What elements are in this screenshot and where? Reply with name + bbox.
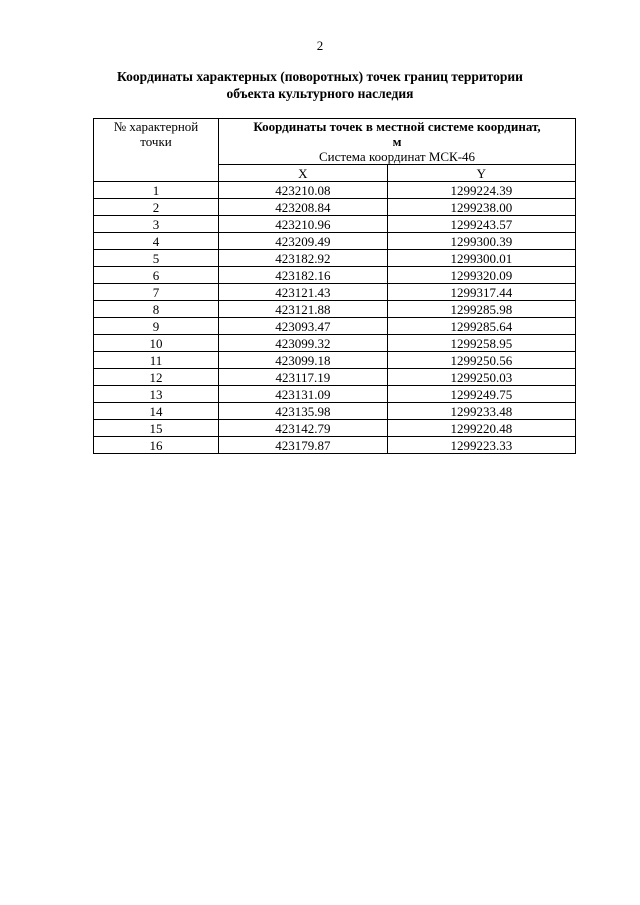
cell-x: 423099.32 <box>219 335 388 352</box>
cell-x: 423121.43 <box>219 284 388 301</box>
header-coordinates-unit: м <box>392 134 402 149</box>
cell-x: 423093.47 <box>219 318 388 335</box>
cell-point-number: 1 <box>94 182 219 199</box>
title-line-1: Координаты характерных (поворотных) точек границ территории <box>117 69 523 84</box>
header-coordinates <box>219 119 576 165</box>
cell-point-number: 9 <box>94 318 219 335</box>
table-row <box>94 182 576 199</box>
cell-y: 1299220.48 <box>387 420 575 437</box>
cell-x: 423121.88 <box>219 301 388 318</box>
table-row <box>94 386 576 403</box>
cell-point-number: 4 <box>94 233 219 250</box>
table-row <box>94 199 576 216</box>
cell-point-number: 6 <box>94 267 219 284</box>
header-point-number <box>94 119 219 182</box>
cell-y: 1299250.56 <box>387 352 575 369</box>
table-row <box>94 318 576 335</box>
cell-y: 1299223.33 <box>387 437 575 454</box>
cell-y: 1299285.64 <box>387 318 575 335</box>
coordinates-table <box>93 118 576 454</box>
cell-y: 1299238.00 <box>387 199 575 216</box>
header-y: Y <box>387 165 575 182</box>
table-body <box>94 182 576 454</box>
cell-point-number: 3 <box>94 216 219 233</box>
cell-y: 1299320.09 <box>387 267 575 284</box>
cell-x: 423210.08 <box>219 182 388 199</box>
cell-y: 1299224.39 <box>387 182 575 199</box>
header-coordinates-line1: Координаты точек в местной системе координат, <box>253 119 541 134</box>
cell-x: 423099.18 <box>219 352 388 369</box>
table-row <box>94 284 576 301</box>
title-line-2: объекта культурного наследия <box>226 86 414 101</box>
cell-point-number: 14 <box>94 403 219 420</box>
cell-point-number: 5 <box>94 250 219 267</box>
header-coordinate-system: Система координат МСК-46 <box>318 149 476 164</box>
cell-y: 1299233.48 <box>387 403 575 420</box>
cell-point-number: 7 <box>94 284 219 301</box>
cell-y: 1299317.44 <box>387 284 575 301</box>
table-row <box>94 369 576 386</box>
table-row <box>94 267 576 284</box>
table-row <box>94 335 576 352</box>
cell-point-number: 11 <box>94 352 219 369</box>
table-row <box>94 437 576 454</box>
header-point-number-line2: точки <box>140 134 172 149</box>
header-point-number-line1: № характерной <box>113 119 199 134</box>
cell-x: 423131.09 <box>219 386 388 403</box>
cell-point-number: 2 <box>94 199 219 216</box>
cell-point-number: 8 <box>94 301 219 318</box>
cell-x: 423135.98 <box>219 403 388 420</box>
table-row <box>94 301 576 318</box>
table-row <box>94 216 576 233</box>
cell-y: 1299300.39 <box>387 233 575 250</box>
document-title <box>60 68 580 102</box>
cell-x: 423182.16 <box>219 267 388 284</box>
cell-x: 423179.87 <box>219 437 388 454</box>
table-row <box>94 352 576 369</box>
cell-y: 1299249.75 <box>387 386 575 403</box>
cell-y: 1299300.01 <box>387 250 575 267</box>
cell-point-number: 16 <box>94 437 219 454</box>
cell-point-number: 15 <box>94 420 219 437</box>
cell-x: 423142.79 <box>219 420 388 437</box>
cell-point-number: 13 <box>94 386 219 403</box>
cell-x: 423117.19 <box>219 369 388 386</box>
table-row <box>94 420 576 437</box>
cell-point-number: 10 <box>94 335 219 352</box>
table-row <box>94 233 576 250</box>
cell-y: 1299258.95 <box>387 335 575 352</box>
cell-x: 423210.96 <box>219 216 388 233</box>
page-number: 2 <box>316 38 324 53</box>
table-row <box>94 250 576 267</box>
header-x: X <box>219 165 388 182</box>
table-row <box>94 403 576 420</box>
cell-x: 423209.49 <box>219 233 388 250</box>
cell-x: 423182.92 <box>219 250 388 267</box>
cell-y: 1299285.98 <box>387 301 575 318</box>
cell-y: 1299243.57 <box>387 216 575 233</box>
cell-y: 1299250.03 <box>387 369 575 386</box>
cell-point-number: 12 <box>94 369 219 386</box>
cell-x: 423208.84 <box>219 199 388 216</box>
